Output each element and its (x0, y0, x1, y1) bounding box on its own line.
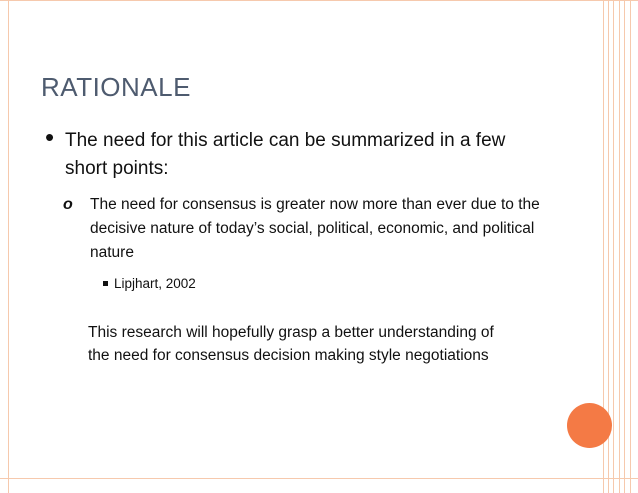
decorative-orange-circle (567, 403, 612, 448)
right-rail-line-3 (613, 0, 614, 493)
right-rail-line-6 (630, 0, 631, 493)
square-bullet-icon (103, 281, 108, 286)
citation-text: Lipjhart, 2002 (114, 276, 196, 291)
slide-title: RATIONALE (41, 72, 191, 102)
main-bullet-text: The need for this article can be summarized in a few short points: (65, 130, 506, 179)
citation-bullet (103, 276, 196, 291)
right-rail-line-5 (624, 0, 625, 493)
top-border-line (0, 0, 638, 1)
italic-o-bullet-icon: o (63, 196, 73, 213)
right-rail-line-4 (619, 0, 620, 493)
left-border-line (8, 0, 9, 493)
sub-bullet-text: The need for consensus is greater now more than ever due to the decisive nature of today’s social, political, economic, and political nature (90, 196, 540, 261)
research-paragraph: This research will hopefully grasp a better understanding of the need for consensus decision making style negotiations (88, 324, 494, 364)
bottom-border-line (0, 478, 638, 479)
bullet-dot-icon: • (45, 122, 55, 152)
